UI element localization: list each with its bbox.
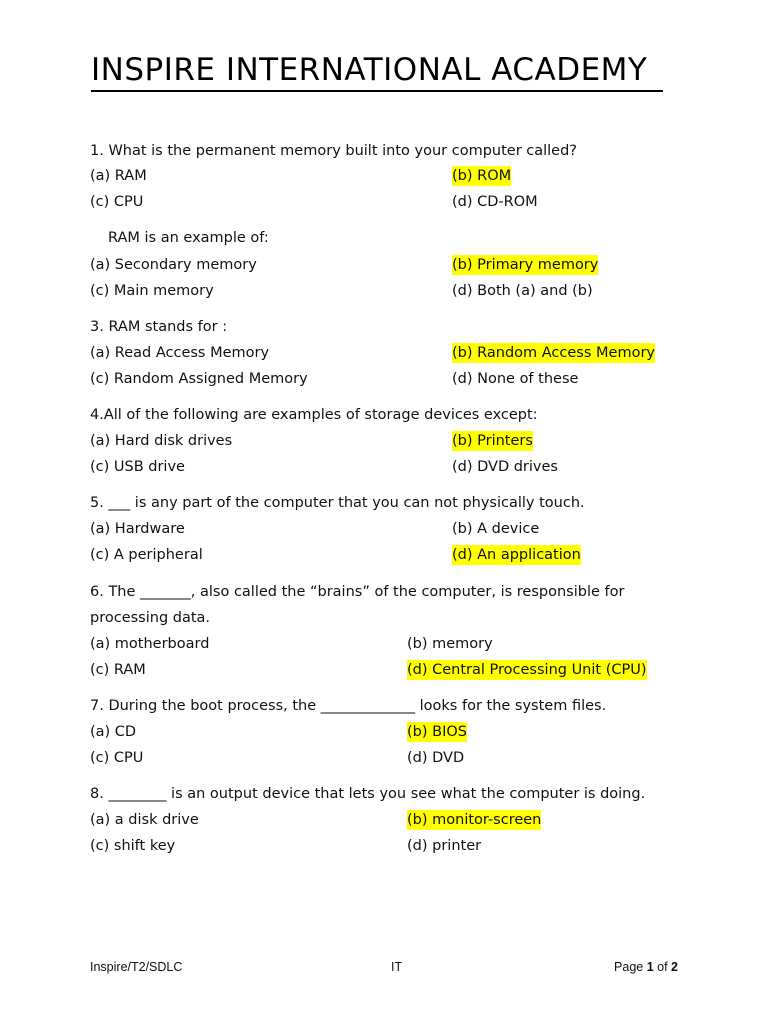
- q1-option-c: (c) CPU: [90, 194, 144, 210]
- page-total: 2: [671, 960, 678, 974]
- question-7: 7. During the boot process, the _____________ looks for the system files.: [90, 698, 607, 714]
- q7-option-a: (a) CD: [90, 724, 137, 740]
- question-5: 5. ___ is any part of the computer that you can not physically touch.: [90, 495, 585, 511]
- q3-option-a: (a) Read Access Memory: [90, 345, 270, 361]
- question-8: 8. ________ is an output device that lets you see what the computer is doing.: [90, 786, 646, 802]
- footer-center: IT: [391, 960, 403, 974]
- q4-option-b-answer: (b) Printers: [452, 433, 533, 449]
- footer-page-number: [614, 960, 678, 974]
- question-3: 3. RAM stands for :: [90, 319, 228, 335]
- q5-option-c: (c) A peripheral: [90, 547, 203, 563]
- q8-option-a: (a) a disk drive: [90, 812, 199, 828]
- q5-option-a: (a) Hardware: [90, 521, 185, 537]
- page-of: of: [653, 960, 672, 974]
- q7-option-d: (d) DVD: [407, 750, 465, 766]
- question-1: 1. What is the permanent memory built into your computer called?: [90, 143, 577, 159]
- q8-option-c: (c) shift key: [90, 838, 176, 854]
- q1-option-a: (a) RAM: [90, 168, 147, 184]
- q2-option-d: (d) Both (a) and (b): [452, 283, 593, 299]
- q4-option-d: (d) DVD drives: [452, 459, 558, 475]
- page-current: 1: [646, 960, 654, 974]
- q6-option-b: (b) memory: [407, 636, 493, 652]
- q7-option-c: (c) CPU: [90, 750, 144, 766]
- q2-option-b-answer: (b) Primary memory: [452, 257, 599, 273]
- q5-option-d-answer: (d) An application: [452, 547, 581, 563]
- title-underline: [91, 90, 663, 92]
- q3-option-d: (d) None of these: [452, 371, 579, 387]
- q7-option-b-answer: (b) BIOS: [407, 724, 467, 740]
- q4-option-c: (c) USB drive: [90, 459, 185, 475]
- question-6: 6. The _______, also called the “brains” of the computer, is responsible for processing data.: [90, 584, 625, 626]
- footer-left: Inspire/T2/SDLC: [90, 960, 183, 974]
- q5-option-b: (b) A device: [452, 521, 540, 537]
- q8-option-b-answer: (b) monitor-screen: [407, 812, 542, 828]
- page-title: INSPIRE INTERNATIONAL ACADEMY: [91, 52, 648, 88]
- q6-option-a: (a) motherboard: [90, 636, 210, 652]
- question-4: 4.All of the following are examples of storage devices except:: [90, 407, 538, 423]
- q3-option-c: (c) Random Assigned Memory: [90, 371, 308, 387]
- q6-option-d-answer: (d) Central Processing Unit (CPU): [407, 662, 647, 678]
- page-label: Page: [614, 960, 647, 974]
- q1-option-d: (d) CD-ROM: [452, 194, 538, 210]
- q3-option-b-answer: (b) Random Access Memory: [452, 345, 655, 361]
- q8-option-d: (d) printer: [407, 838, 482, 854]
- question-2: RAM is an example of:: [108, 230, 269, 246]
- q6-option-c: (c) RAM: [90, 662, 146, 678]
- q4-option-a: (a) Hard disk drives: [90, 433, 233, 449]
- q1-option-b-answer: (b) ROM: [452, 168, 512, 184]
- q2-option-c: (c) Main memory: [90, 283, 214, 299]
- q2-option-a: (a) Secondary memory: [90, 257, 257, 273]
